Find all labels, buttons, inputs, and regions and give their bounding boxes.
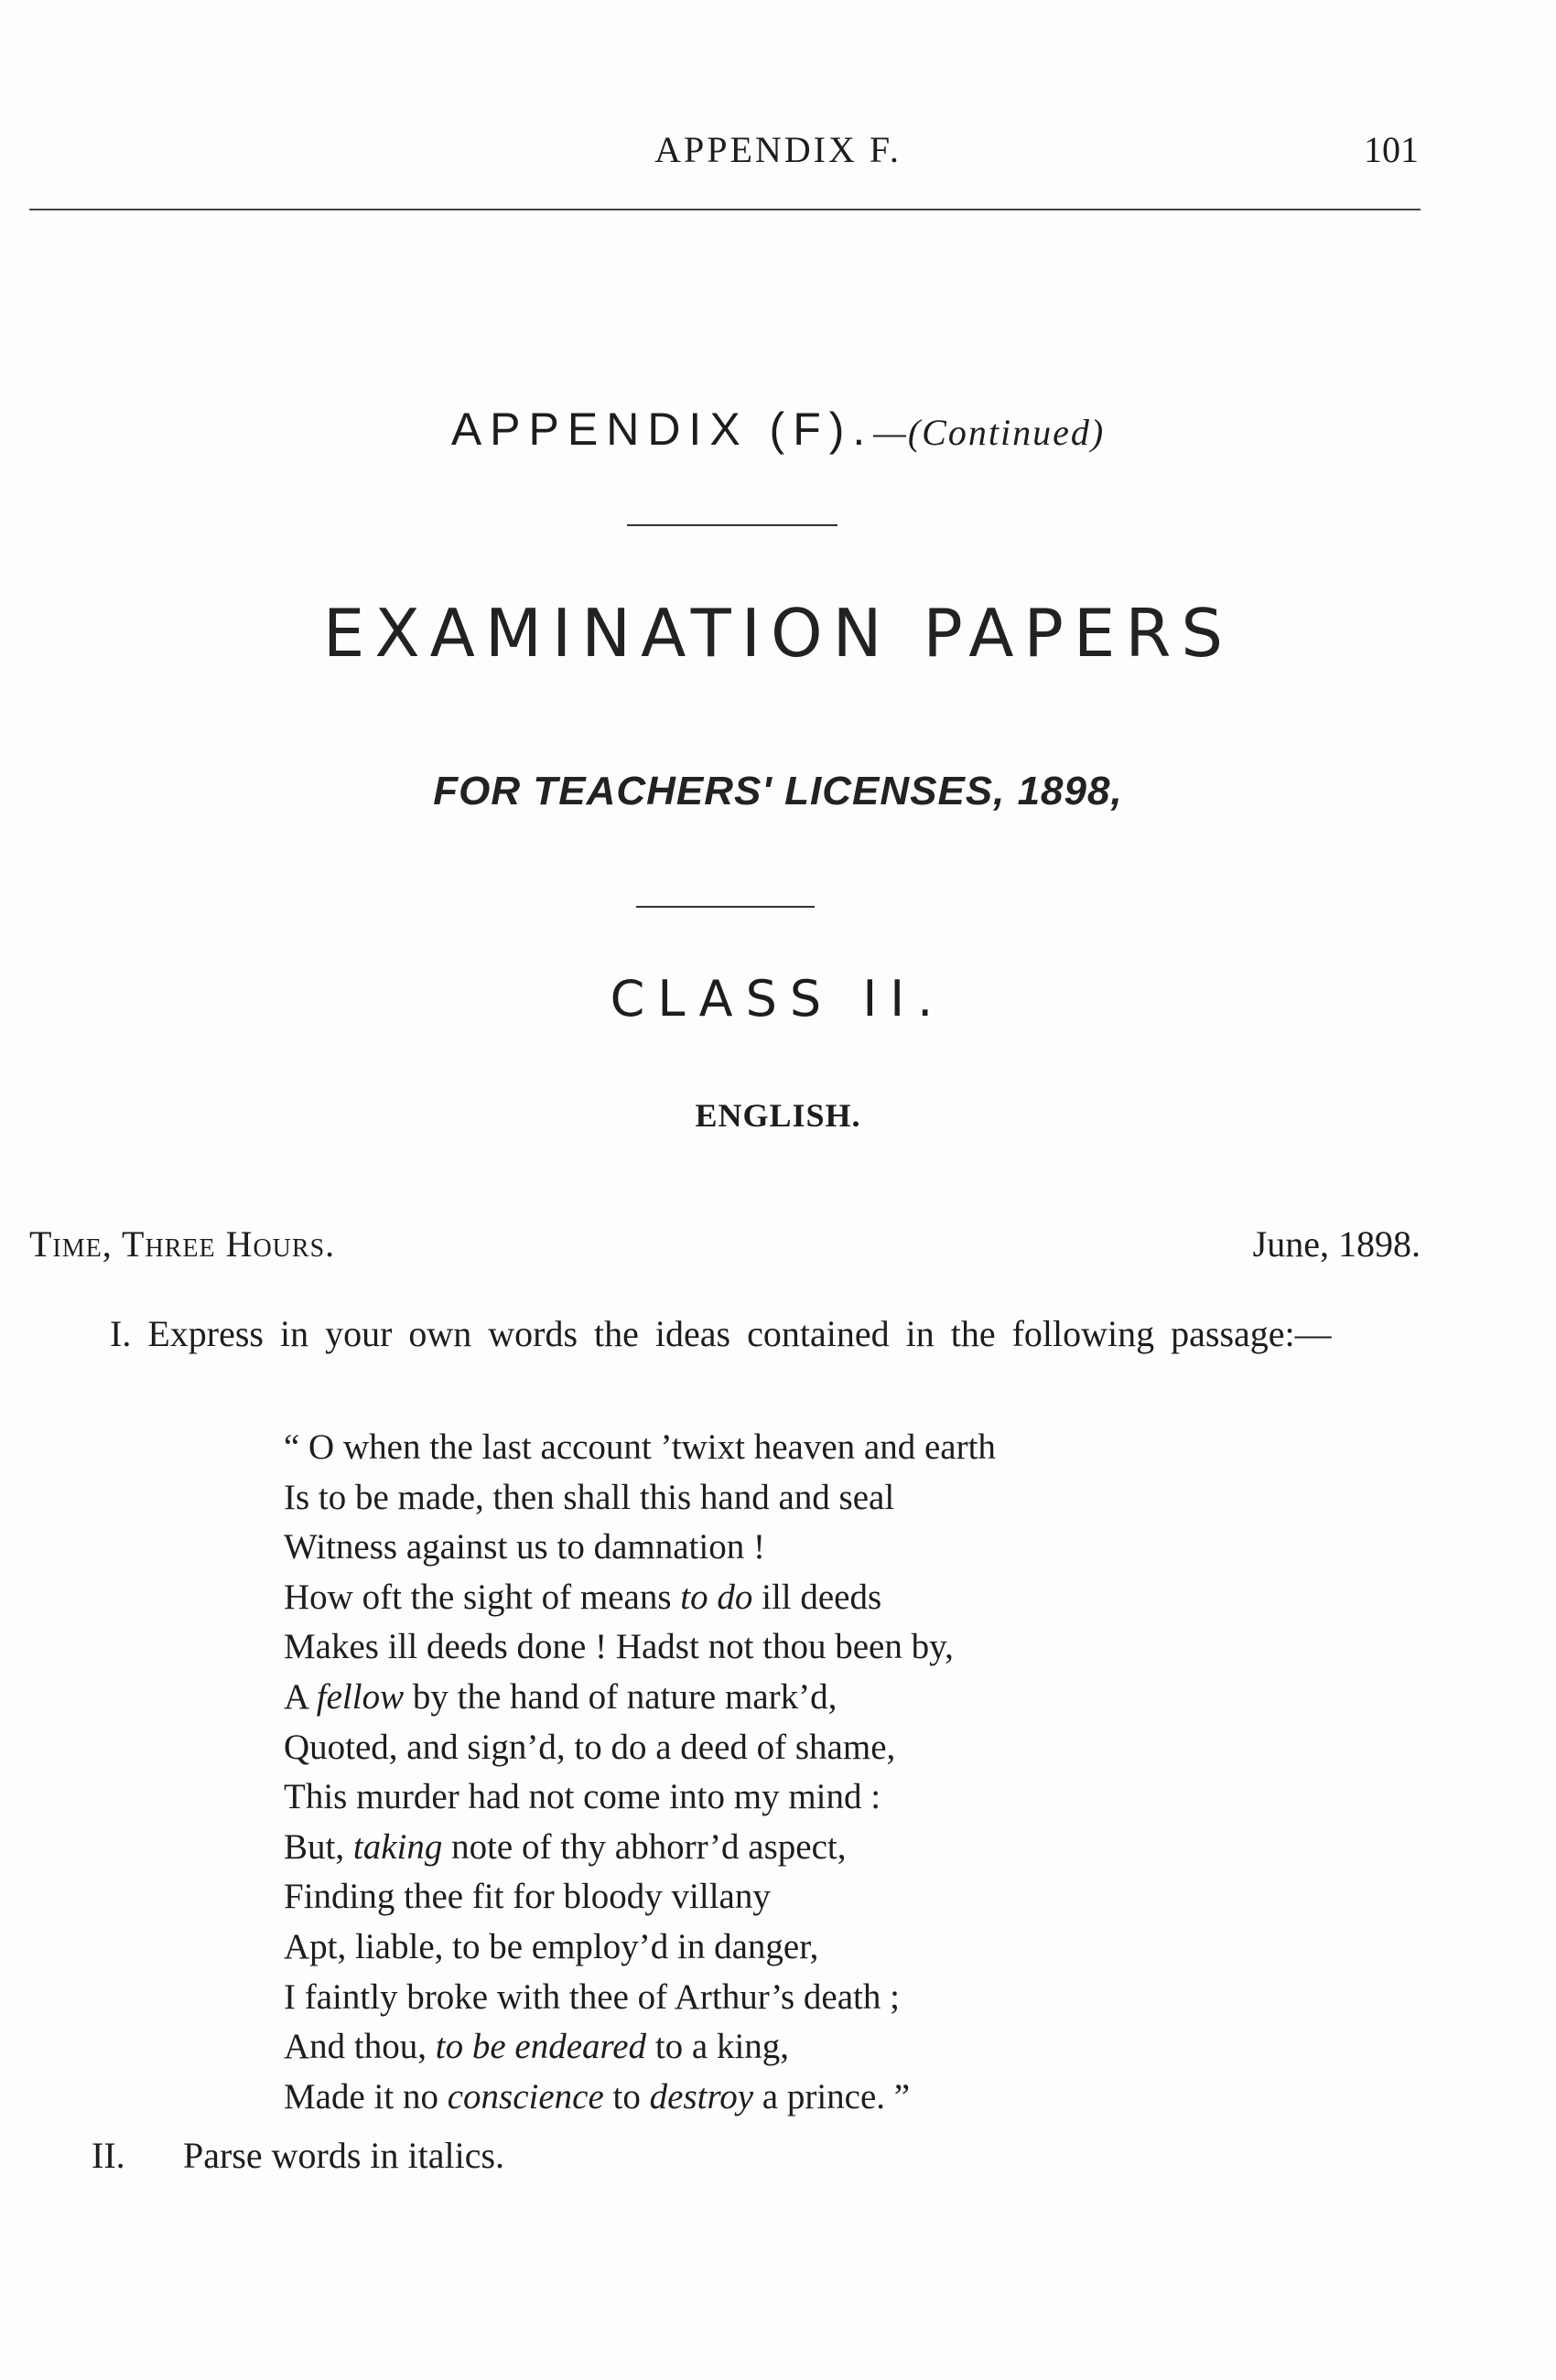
header-rule xyxy=(29,209,1421,210)
poem-line xyxy=(284,1573,996,1623)
subject-heading: ENGLISH. xyxy=(695,1097,861,1134)
italic-word: conscience xyxy=(447,2076,604,2116)
poem-line: Makes ill deeds done ! Hadst not thou been by, xyxy=(284,1627,954,1667)
running-head-title: APPENDIX F. xyxy=(654,129,902,170)
poem-line: Is to be made, then shall this hand and seal xyxy=(284,1477,895,1517)
poem-line: I faintly broke with thee of Arthur’s death ; xyxy=(284,1976,900,2017)
poem-text: to a king, xyxy=(646,2027,790,2067)
question-2-number: II. xyxy=(92,2135,125,2176)
question-2 xyxy=(92,2134,504,2177)
subtitle: FOR TEACHERS' LICENSES, 1898, xyxy=(433,769,1123,813)
poem-text: note of thy abhorr’d aspect, xyxy=(442,1826,847,1867)
poem-text: But, xyxy=(284,1826,353,1867)
poem-line xyxy=(284,1823,996,1873)
poem-text: How oft the sight of means xyxy=(284,1577,681,1617)
italic-word: taking xyxy=(352,1826,443,1867)
poem-line xyxy=(284,1673,996,1723)
poem-text: A xyxy=(284,1676,317,1717)
poem-line: “ O when the last account ’twixt heaven and earth xyxy=(284,1427,996,1467)
poem-line: Finding thee fit for bloody villany xyxy=(284,1877,771,1917)
italic-word: fellow xyxy=(316,1676,405,1717)
poem-text: to xyxy=(603,2076,650,2116)
page-number: 101 xyxy=(1364,129,1419,170)
italic-word: to be endeared xyxy=(435,2027,647,2067)
poem-text: ill deeds xyxy=(752,1577,882,1617)
class-heading: CLASS II. xyxy=(610,970,946,1028)
running-head xyxy=(0,128,1556,183)
poem-line: Apt, liable, to be employ’d in danger, xyxy=(284,1926,819,1966)
question-2-text: Parse words in italics. xyxy=(183,2135,505,2176)
divider-rule xyxy=(627,524,837,526)
poem-text: a prince. ” xyxy=(753,2076,911,2116)
appendix-heading-main: APPENDIX (F). xyxy=(450,404,874,455)
poem-text: by the hand of nature mark’d, xyxy=(404,1676,837,1717)
poem-line: Witness against us to damnation ! xyxy=(284,1527,765,1567)
poem-line: Quoted, and sign’d, to do a deed of shame, xyxy=(284,1727,896,1767)
question-1: I. Express in your own words the ideas contained in the following passage:— xyxy=(110,1313,1332,1354)
italic-word: to do xyxy=(680,1577,753,1617)
page-title: EXAMINATION PAPERS xyxy=(322,595,1234,672)
poem-text: And thou, xyxy=(284,2027,436,2067)
date-label: June, 1898. xyxy=(1252,1223,1421,1265)
italic-word: destroy xyxy=(649,2076,754,2116)
divider-rule xyxy=(636,906,815,908)
poem-passage xyxy=(284,1423,996,2122)
appendix-heading-continued: —(Continued) xyxy=(873,412,1106,453)
poem-line xyxy=(284,2022,996,2073)
time-label: Time, Three Hours. xyxy=(29,1223,336,1265)
poem-line: This murder had not come into my mind : xyxy=(284,1777,881,1817)
poem-text: Made it no xyxy=(284,2076,448,2116)
appendix-heading xyxy=(0,403,1556,456)
poem-line xyxy=(284,2073,996,2123)
